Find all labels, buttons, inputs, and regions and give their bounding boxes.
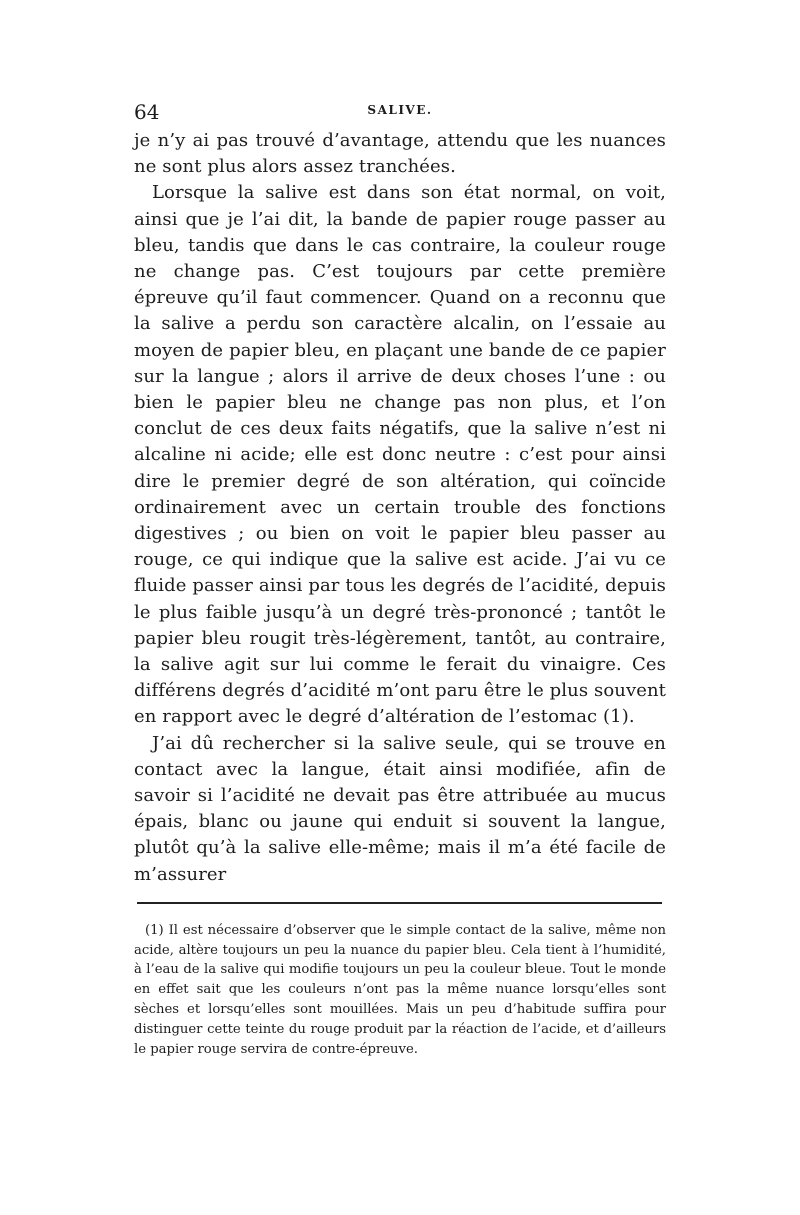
paragraph: Lorsque la salive est dans son état normal, on voit, ainsi que je l’ai dit, la bande de papier rouge passer au bleu, tandis que dans le cas contraire, la couleur rouge ne change pas. C’est toujours par cette première épreuve qu’il faut commencer. Quand on a reconnu que la salive a perdu son caractère alcalin, on l’essaie au moyen de papier bleu, en plaçant une bande de ce papier sur la langue ; alors il arrive de deux choses l’une : ou bien le papier bleu ne change pas non plus, et l’on conclut de ces deux faits négatifs, que la salive n’est ni alcaline ni acide; elle est donc neutre : c’est pour ainsi dire le premier degré de son altération, qui coïncide ordinairement avec un certain trouble des fonctions digestives ; ou bien on voit le papier bleu passer au rouge, ce qui indique que la salive est acide. J’ai vu ce fluide passer ainsi par tous les degrés de l’acidité, depuis le plus faible jusqu’à un degré très-prononcé ; tantôt le papier bleu rougit très-légèrement, tantôt, au contraire, la salive agit sur lui comme le ferait du vinaigre. Ces différens degrés d’acidité m’ont paru être le plus souvent en rapport avec le degré d’altération de l’estomac (1). [134,182,666,728]
footnote [134,921,666,1060]
page-header [134,100,666,128]
running-head: SALIVE. [367,103,433,117]
paragraph: J’ai dû rechercher si la salive seule, qui se trouve en contact avec la langue, était ainsi modifiée, afin de savoir si l’acidité ne devait pas être attribuée au mucus épais, blanc ou jaune qui enduit si souvent la langue, plutôt qu’à la salive elle-même; mais il m’a été facile de m’assurer [134,732,666,885]
footnote-text: (1) Il est nécessaire d’observer que le simple contact de la salive, même non acide, altère toujours un peu la nuance du papier bleu. Cela tient à l’humidité, à l’eau de la salive qui modifie toujours un peu la couleur bleue. Tout le monde en effet sait que les couleurs n’ont pas la même nuance lorsqu’elles sont sèches et lorsqu’elles sont mouillées. Mais un peu d’habitude suffira pour distinguer cette teinte du rouge produit par la réaction de l’acide, et d’ailleurs le papier rouge servira de contre-épreuve. [134,922,666,1057]
footnote-divider [137,902,662,904]
book-page [134,100,666,1059]
body-text [134,128,666,888]
page-number: 64 [134,100,160,124]
paragraph-continued: je n’y ai pas trouvé d’avantage, attendu que les nuances ne sont plus alors assez tranchées. [134,130,666,178]
